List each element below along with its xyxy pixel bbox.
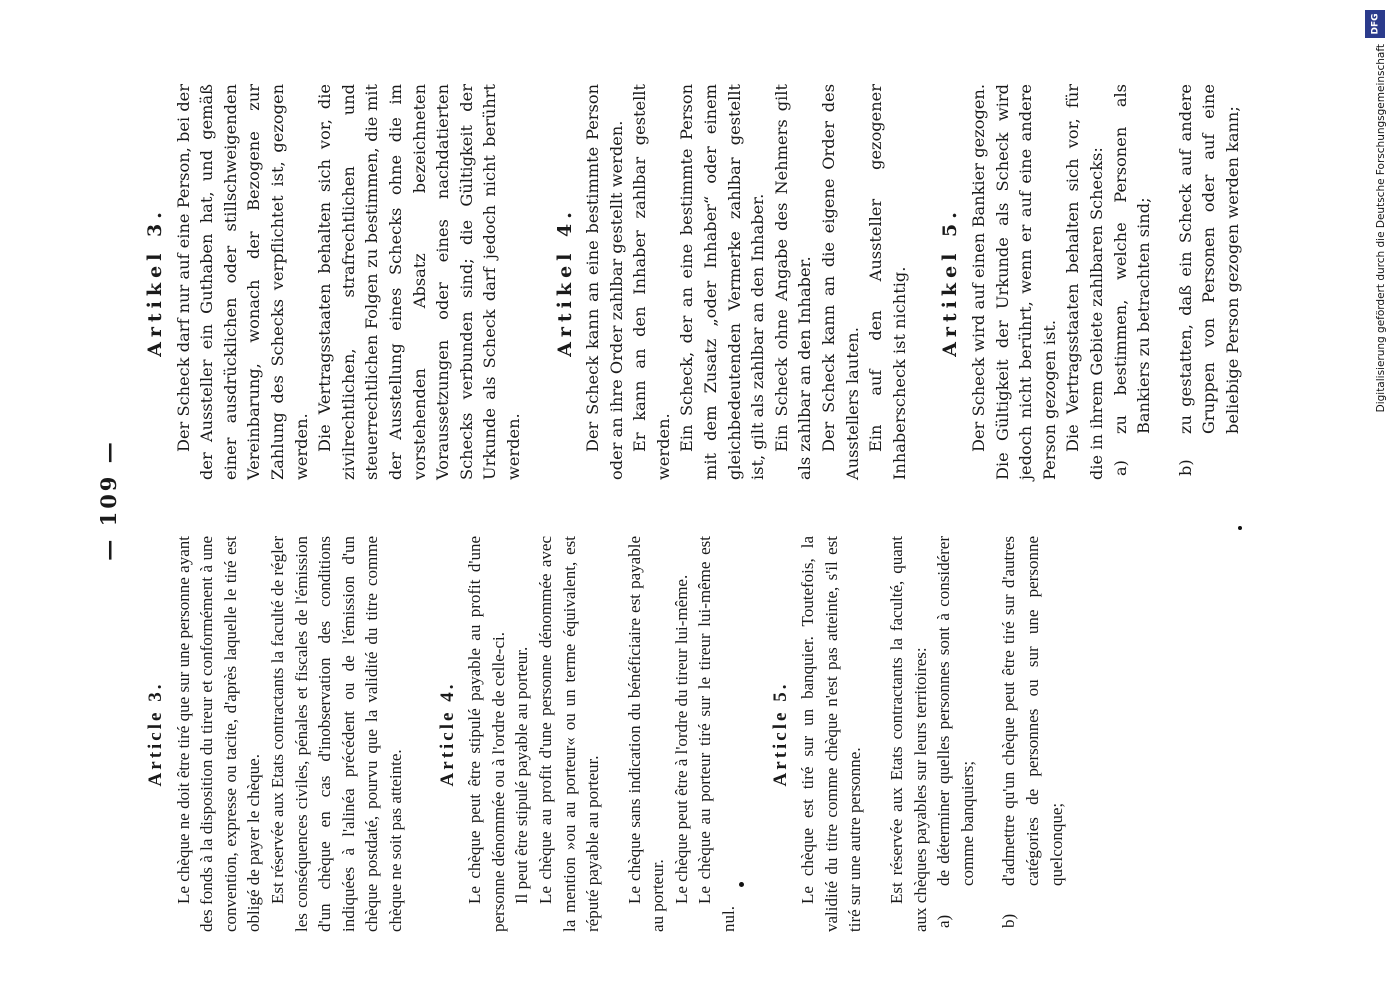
item-text: zu bestimmen, welche Personen als Bankiers zu betrachten sind; [1110, 84, 1154, 434]
scan-speck [739, 882, 744, 887]
fr-article-4-paragraph-5: Le chèque peut être à l'ordre du tireur lui-même. [671, 574, 691, 904]
fr-article-4-heading: Article 4. [436, 681, 458, 787]
fr-article-4-paragraph-1: Le chèque peut être stipulé payable au profit d'une personne dénommée ou à l'ordre de celle-ci. [465, 536, 508, 932]
fr-article-4-paragraph-2: Il peut être stipulé payable au porteur. [512, 646, 532, 904]
item-text: de déterminer quelles personnes sont à considérer comme banquiers; [934, 536, 977, 886]
fr-article-3-heading: Article 3. [145, 681, 166, 787]
dfg-logo-text: DFG [1370, 13, 1381, 35]
fr-article-5-item-b [997, 536, 1068, 932]
de-article-4-paragraph-5: Der Scheck kann an die eigene Order des Ausstellers lauten. [819, 84, 862, 480]
de-article-3-paragraph-2: Die Vertragsstaaten behalten sich vor, die zivilrechtlichen, strafrechtlichen und steuerrechtlichen Folgen zu bestimmen, die mit der Ausstellung eines Schecks ohne die im vorstehenden Absatz bezeichneten Voraussetzungen oder eines nachdatierten Schecks verbunden sind; die Gültigkeit der Urkunde als Scheck darf jedoch nicht berührt werden. [315, 84, 523, 480]
fr-article-5-paragraph-2: Est réservée aux Etats contractants la faculté, quant aux chèques payables sur leurs territoires: [887, 536, 930, 932]
digitization-note-label: Digitalisierung gefördert durch die Deutsche Forschungsgemeinschaft [1375, 44, 1387, 413]
scan-speck [1238, 526, 1242, 530]
fr-article-4-paragraph-3: Le chèque au profit d'une personne dénommée avec la mention »ou au porteur« ou un terme équivalent, est réputé payable au porteur. [535, 536, 603, 932]
fr-article-3-paragraph-1: Le chèque ne doit être tiré que sur une personne ayant des fonds à la disposition du tireur et conformément à une convention, expresse ou tacite, d'après laquelle le tiré est obligé de payer le chèque. [173, 536, 264, 932]
fr-article-5-item-a [932, 536, 979, 932]
de-article-5-item-b [1174, 84, 1245, 480]
de-article-3-paragraph-1: Der Scheck darf nur auf eine Person, bei der der Aussteller ein Guthaben hat, und gemäß einer ausdrücklichen oder stillschweigenden Vereinbarung, wonach der Bezogene zur Zahlung des Schecks verpflichtet ist, gezogen werden. [173, 84, 311, 480]
de-article-4-paragraph-6: Ein auf den Aussteller gezogener Inhaberscheck ist nichtig. [866, 84, 909, 480]
fr-article-4-paragraph-4: Le chèque sans indication du bénéficiaire est payable au porteur. [624, 536, 668, 932]
de-article-5-item-a [1109, 84, 1156, 480]
item-mark: a) [1110, 460, 1130, 476]
item-mark: b) [1175, 459, 1195, 476]
de-article-4-paragraph-3: Ein Scheck, der an eine bestimmte Person mit dem Zusatz „oder Inhaber“ oder einem gleichbedeutenden Vermerke zahlbar gestellt ist, gilt als zahlbar an den Inhaber. [677, 84, 768, 480]
dfg-logo [1365, 10, 1385, 38]
de-article-5-paragraph-2: Die Vertragsstaaten behalten sich vor, für die in ihrem Gebiete zahlbaren Schecks: [1063, 84, 1106, 480]
item-mark: b) [999, 913, 1019, 928]
page-number: — 109 — [96, 439, 121, 561]
fr-article-5-paragraph-1: Le chèque est tiré sur un banquier. Toutefois, la validité du titre comme chèque n'est pas atteinte, s'il est tiré sur une autre personne. [798, 536, 865, 932]
de-article-4-paragraph-2: Er kann an den Inhaber zahlbar gestellt werden. [630, 84, 673, 480]
de-article-4-paragraph-1: Der Scheck kann an eine bestimmte Person oder an ihre Order zahlbar gestellt werden. [583, 84, 626, 480]
de-article-5-heading: Artikel 5. [939, 207, 962, 357]
digitization-note [1365, 10, 1387, 1000]
fr-article-3-paragraph-2: Est réservée aux Etats contractants la faculté de régler les conséquences civiles, pénales et fiscales de l'émission d'un chèque en cas d'inobservation des conditions indiquées à l'alinéa précédent ou de l'émission d'un chèque postdaté, pourvu que la validité du titre comme chèque ne soit pas atteinte. [267, 536, 405, 932]
de-article-4-paragraph-4: Ein Scheck ohne Angabe des Nehmers gilt als zahlbar an den Inhaber. [771, 84, 815, 480]
de-article-3-heading: Artikel 3. [144, 207, 166, 357]
fr-article-4-paragraph-6: Le chèque au porteur tiré sur le tireur lui-même est nul. [695, 536, 739, 932]
scanned-page [90, 60, 1370, 940]
item-text: d'admettre qu'un chèque peut être tiré sur d'autres catégories de personnes ou sur une personne quelconque; [999, 536, 1066, 886]
de-article-4-heading: Artikel 4. [553, 207, 576, 357]
digitization-note-text [1375, 44, 1387, 412]
item-mark: a) [934, 914, 954, 928]
fr-article-5-heading: Article 5. [769, 681, 791, 787]
french-column [144, 536, 1068, 932]
de-article-5-paragraph-1: Der Scheck wird auf einen Bankier gezogen. Die Gültigkeit der Urkunde als Scheck wird jedoch nicht berührt, wenn er auf eine andere Person gezogen ist. [969, 84, 1059, 480]
item-text: zu gestatten, daß ein Scheck auf andere Gruppen von Personen oder auf eine beliebige Person gezogen werden kann; [1175, 84, 1242, 434]
german-column [144, 84, 1245, 480]
